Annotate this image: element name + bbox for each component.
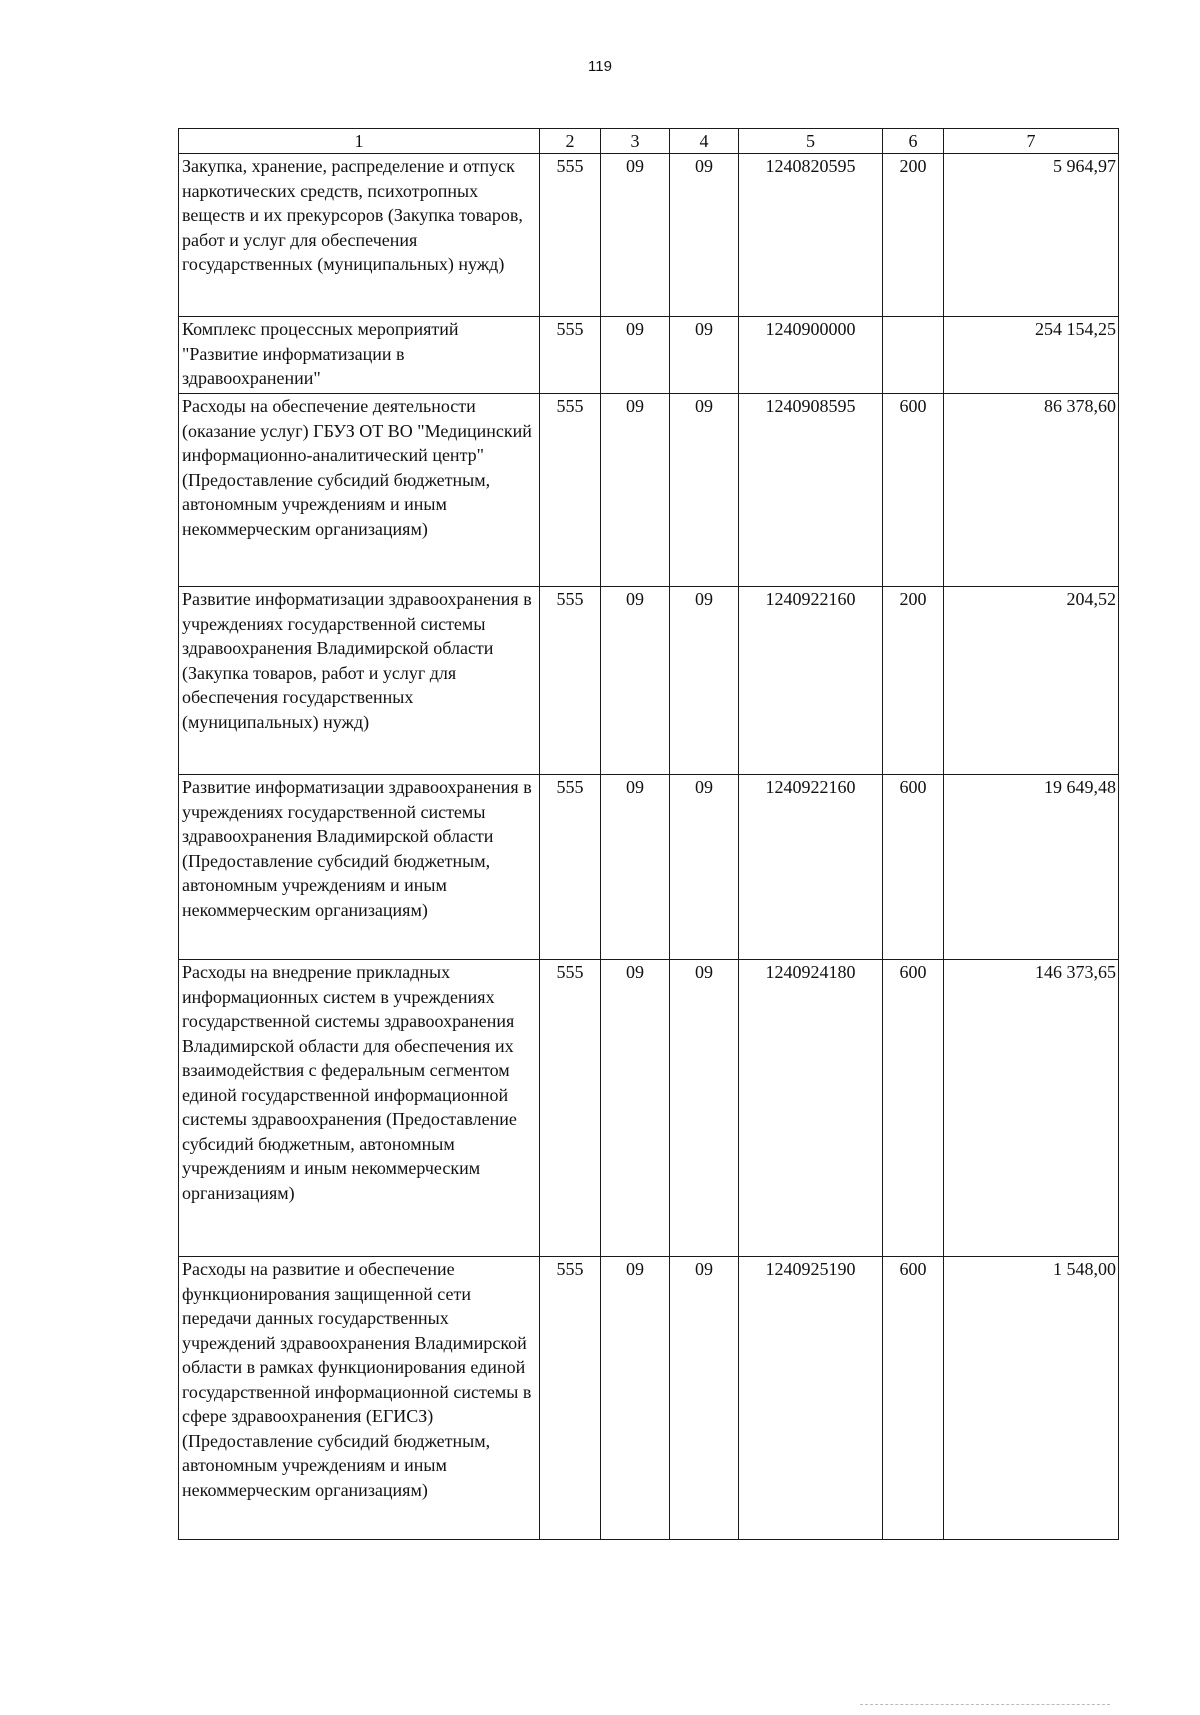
budget-table bbox=[178, 128, 1119, 1540]
column-header: 6 bbox=[883, 129, 944, 154]
col2-cell: 555 bbox=[540, 587, 601, 775]
col2-cell: 555 bbox=[540, 1257, 601, 1540]
col4-cell: 09 bbox=[670, 317, 739, 394]
expense-name-cell: Развитие информатизации здравоохранения в учреждениях государственной системы здравоохранения Владимирской области (Предоставление субсидий бюджетным, автономным учреждениям и иным некоммерческим организациям) bbox=[179, 775, 540, 960]
col3-cell: 09 bbox=[601, 394, 670, 587]
col2-cell: 555 bbox=[540, 775, 601, 960]
col3-cell: 09 bbox=[601, 317, 670, 394]
col5-cell: 1240900000 bbox=[739, 317, 883, 394]
col5-cell: 1240922160 bbox=[739, 587, 883, 775]
col5-cell: 1240925190 bbox=[739, 1257, 883, 1540]
col4-cell: 09 bbox=[670, 154, 739, 317]
expense-name-cell: Развитие информатизации здравоохранения в учреждениях государственной системы здравоохранения Владимирской области (Закупка товаров, работ и услуг для обеспечения государственных (муниципальных) нужд) bbox=[179, 587, 540, 775]
expense-name-cell: Закупка, хранение, распределение и отпуск наркотических средств, психотропных веществ и их прекурсоров (Закупка товаров, работ и услуг для обеспечения государственных (муниципальных) нужд) bbox=[179, 154, 540, 317]
col2-cell: 555 bbox=[540, 394, 601, 587]
column-header: 5 bbox=[739, 129, 883, 154]
column-header: 1 bbox=[179, 129, 540, 154]
scan-edge-divider bbox=[860, 1704, 1110, 1705]
amount-cell: 146 373,65 bbox=[944, 960, 1119, 1257]
expense-name-cell: Расходы на внедрение прикладных информационных систем в учреждениях государственной системы здравоохранения Владимирской области для обеспечения их взаимодействия с федеральным сегментом единой государственной информационной системы здравоохранения (Предоставление субсидий бюджетным, автономным учреждениям и иным некоммерческим организациям) bbox=[179, 960, 540, 1257]
col6-cell: 200 bbox=[883, 587, 944, 775]
col6-cell: 600 bbox=[883, 775, 944, 960]
amount-cell: 1 548,00 bbox=[944, 1257, 1119, 1540]
col5-cell: 1240820595 bbox=[739, 154, 883, 317]
amount-cell: 19 649,48 bbox=[944, 775, 1119, 960]
col6-cell: 200 bbox=[883, 154, 944, 317]
table-row bbox=[179, 1257, 1119, 1540]
col6-cell: 600 bbox=[883, 394, 944, 587]
amount-cell: 86 378,60 bbox=[944, 394, 1119, 587]
table-row bbox=[179, 154, 1119, 317]
expense-name-cell: Расходы на развитие и обеспечение функционирования защищенной сети передачи данных государственных учреждений здравоохранения Владимирской области в рамках функционирования единой государственной информационной системы в сфере здравоохранения (ЕГИСЗ) (Предоставление субсидий бюджетным, автономным учреждениям и иным некоммерческим организациям) bbox=[179, 1257, 540, 1540]
amount-cell: 5 964,97 bbox=[944, 154, 1119, 317]
table-row bbox=[179, 317, 1119, 394]
col3-cell: 09 bbox=[601, 154, 670, 317]
col5-cell: 1240908595 bbox=[739, 394, 883, 587]
col3-cell: 09 bbox=[601, 587, 670, 775]
col3-cell: 09 bbox=[601, 775, 670, 960]
table-header-row bbox=[179, 129, 1119, 154]
col4-cell: 09 bbox=[670, 775, 739, 960]
col4-cell: 09 bbox=[670, 960, 739, 1257]
col4-cell: 09 bbox=[670, 1257, 739, 1540]
col5-cell: 1240924180 bbox=[739, 960, 883, 1257]
col4-cell: 09 bbox=[670, 587, 739, 775]
col3-cell: 09 bbox=[601, 1257, 670, 1540]
expense-name-cell: Комплекс процессных мероприятий "Развитие информатизации в здравоохранении" bbox=[179, 317, 540, 394]
column-header: 3 bbox=[601, 129, 670, 154]
amount-cell: 254 154,25 bbox=[944, 317, 1119, 394]
table-row bbox=[179, 775, 1119, 960]
col6-cell: 600 bbox=[883, 1257, 944, 1540]
expense-name-cell: Расходы на обеспечение деятельности (оказание услуг) ГБУЗ ОТ ВО "Медицинский информационно-аналитический центр" (Предоставление субсидий бюджетным, автономным учреждениям и иным некоммерческим организациям) bbox=[179, 394, 540, 587]
col2-cell: 555 bbox=[540, 154, 601, 317]
amount-cell: 204,52 bbox=[944, 587, 1119, 775]
col3-cell: 09 bbox=[601, 960, 670, 1257]
column-header: 4 bbox=[670, 129, 739, 154]
col4-cell: 09 bbox=[670, 394, 739, 587]
col6-cell: 600 bbox=[883, 960, 944, 1257]
col2-cell: 555 bbox=[540, 317, 601, 394]
col6-cell bbox=[883, 317, 944, 394]
col2-cell: 555 bbox=[540, 960, 601, 1257]
column-header: 7 bbox=[944, 129, 1119, 154]
column-header: 2 bbox=[540, 129, 601, 154]
table-row bbox=[179, 394, 1119, 587]
table-row bbox=[179, 587, 1119, 775]
table-row bbox=[179, 960, 1119, 1257]
page-number: 119 bbox=[588, 58, 612, 75]
col5-cell: 1240922160 bbox=[739, 775, 883, 960]
